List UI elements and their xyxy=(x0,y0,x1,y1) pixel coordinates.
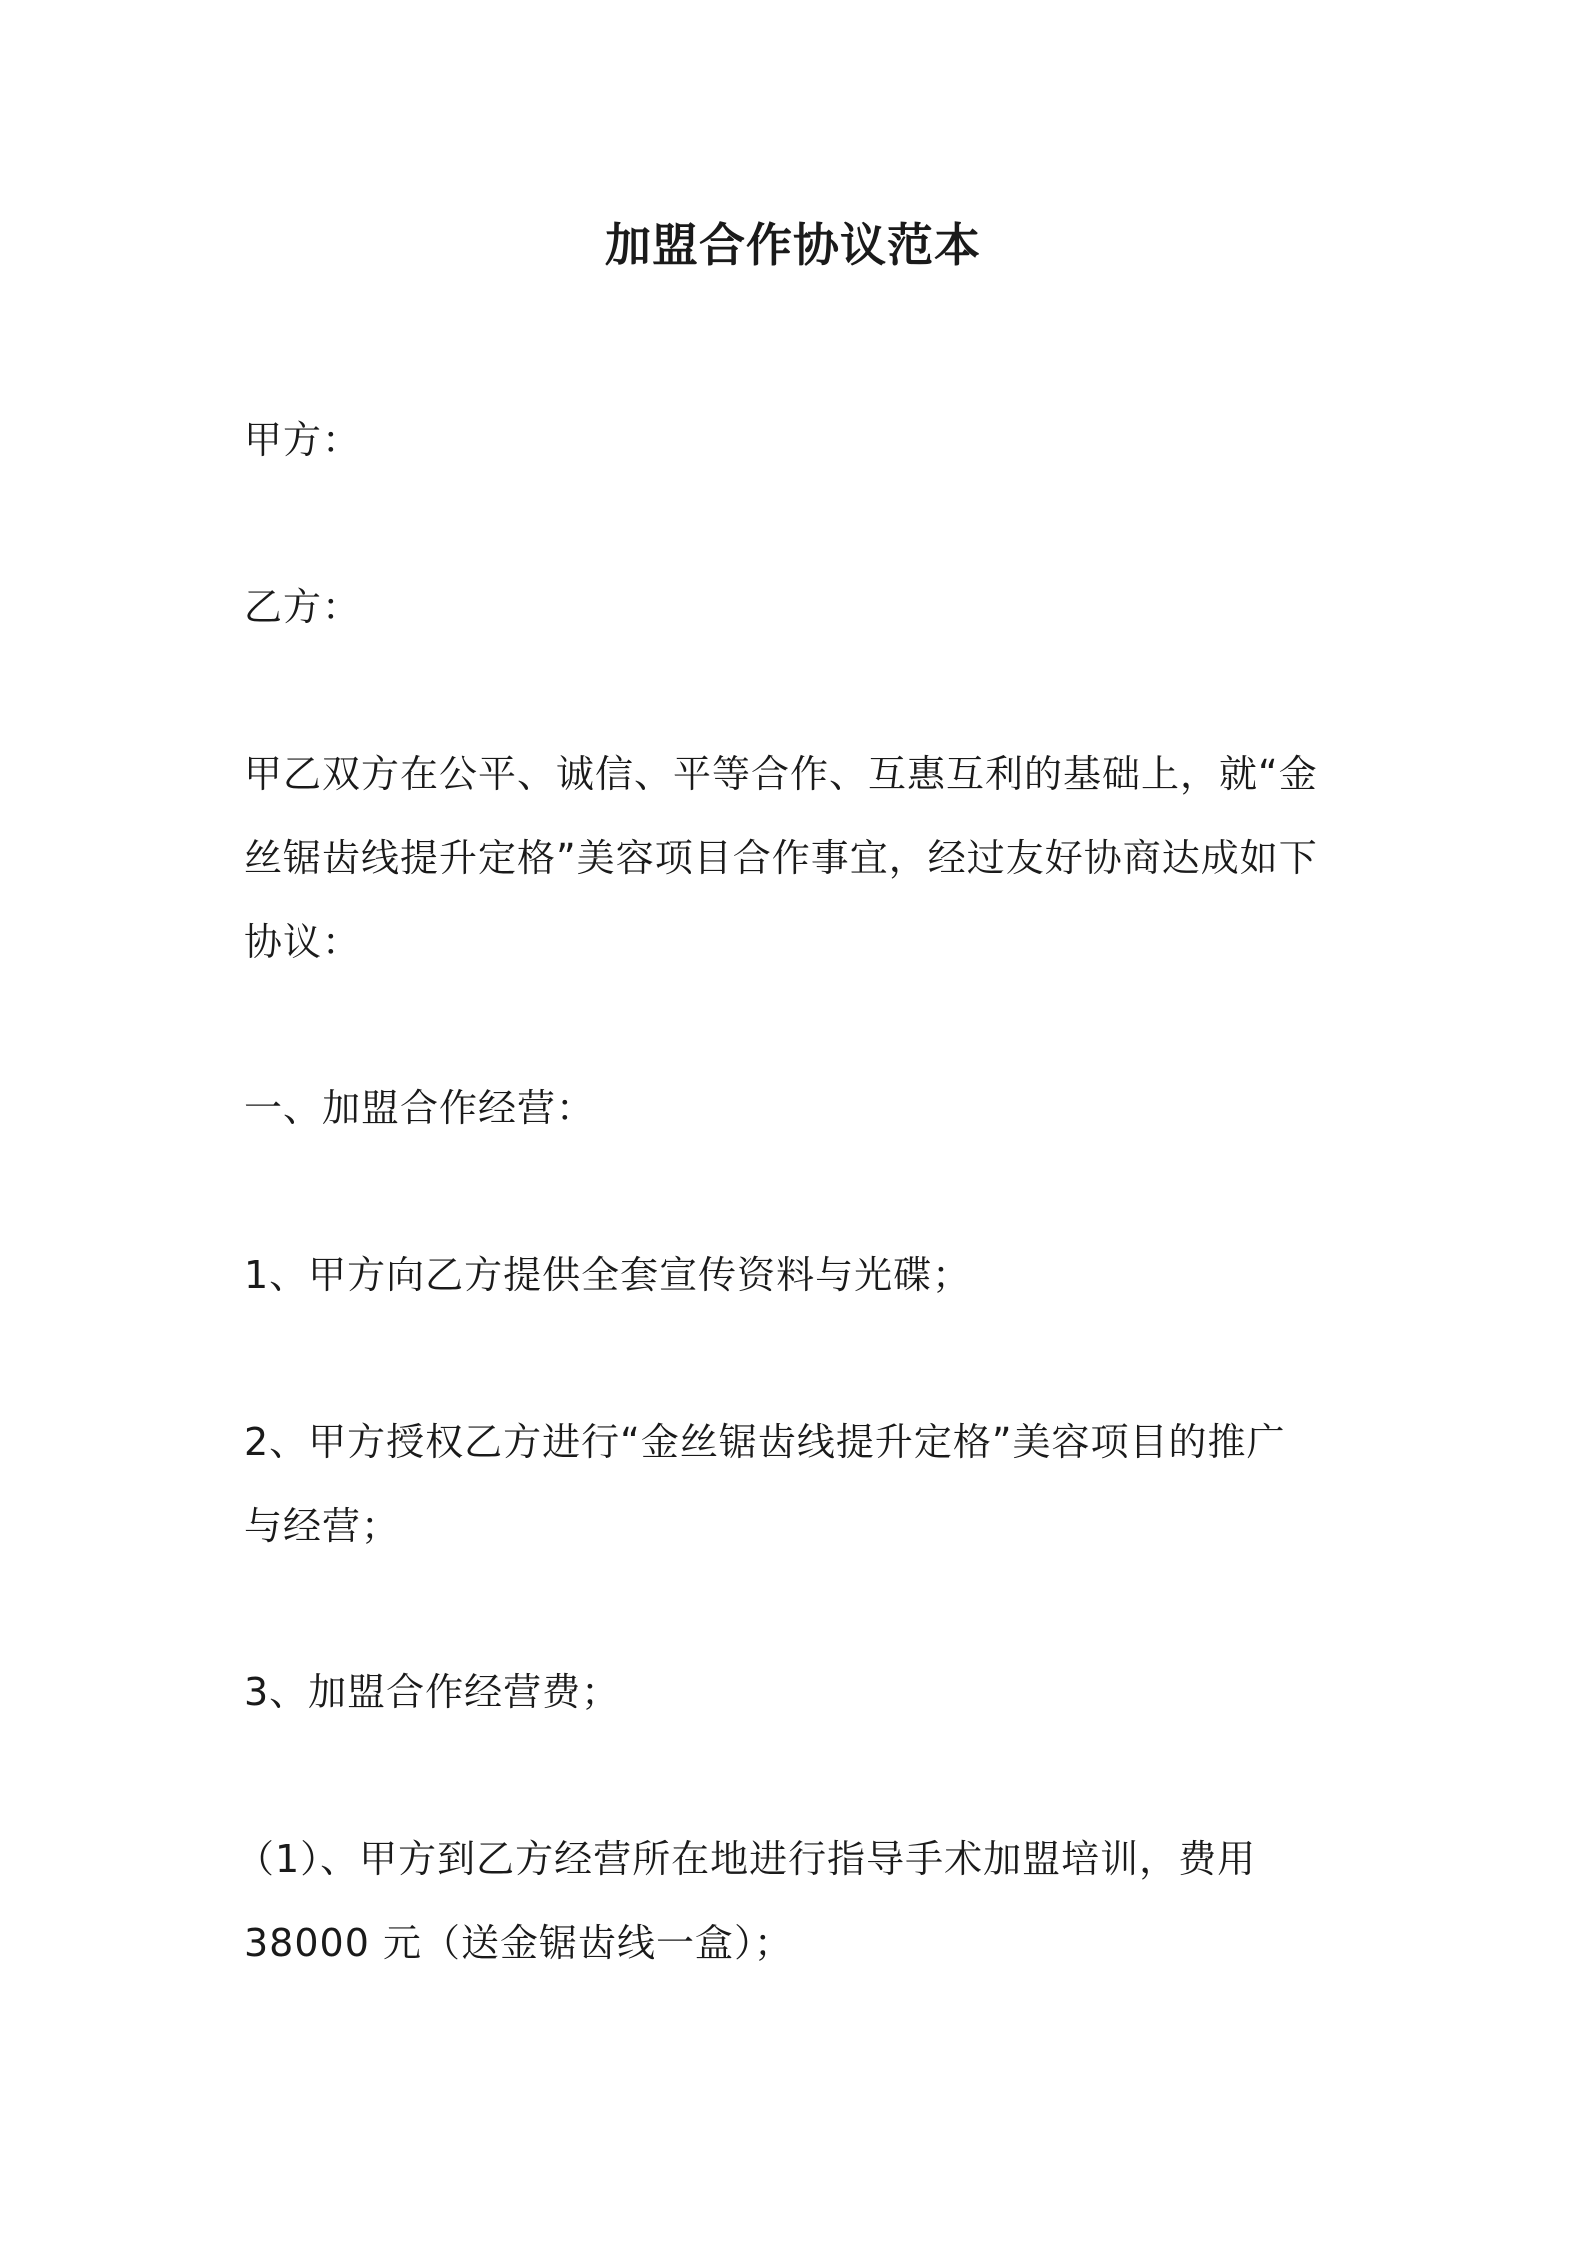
intro-paragraph xyxy=(244,732,1354,984)
document-title: 加盟合作协议范本 xyxy=(605,218,981,272)
item-2 xyxy=(244,1400,1354,1568)
item-2-line: 与经营； xyxy=(244,1504,401,1548)
item-3-1-line: （1）、甲方到乙方经营所在地进行指导手术加盟培训，费用 xyxy=(236,1837,1257,1881)
intro-line: 甲乙双方在公平、诚信、平等合作、互惠互利的基础上，就“金 xyxy=(244,752,1318,796)
section-1-heading: 一、加盟合作经营： xyxy=(244,1086,596,1130)
party-a-label: 甲方： xyxy=(244,418,362,462)
intro-line: 丝锯齿线提升定格”美容项目合作事宜，经过友好协商达成如下 xyxy=(244,836,1318,880)
item-3-1 xyxy=(236,1817,1346,1985)
item-3: 3、加盟合作经营费； xyxy=(244,1670,621,1714)
item-1: 1、甲方向乙方提供全套宣传资料与光碟； xyxy=(244,1253,972,1297)
party-b-label: 乙方： xyxy=(244,585,362,629)
item-2-line: 2、甲方授权乙方进行“金丝锯齿线提升定格”美容项目的推广 xyxy=(244,1420,1286,1464)
item-3-1-line: 38000 元（送金锯齿线一盒）； xyxy=(244,1921,793,1965)
intro-line: 协议： xyxy=(244,920,362,964)
